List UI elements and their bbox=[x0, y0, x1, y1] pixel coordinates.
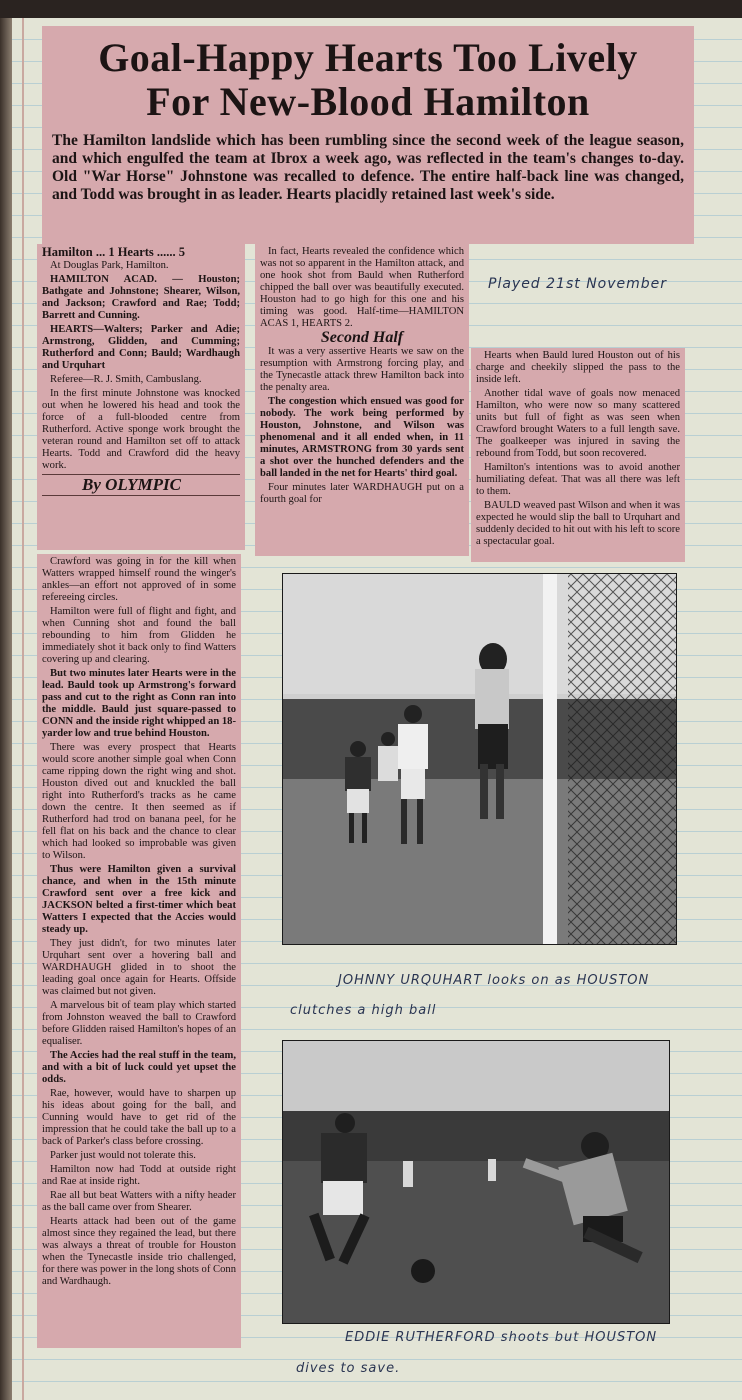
col1b-p9: Parker just would not tolerate this. bbox=[50, 1150, 196, 1161]
col1b-p6: A marvelous bit of team play which started from Johnston weaved the ball to Crawford before Glidden raised Hamilton's hopes of an equaliser. bbox=[42, 1000, 236, 1047]
col2b-p0: It was a very assertive Hearts we saw on the resumption with Armstrong forcing play, and the Tynecastle attack threw Hamilton back into the penalty area. bbox=[260, 346, 464, 393]
column-1-continued bbox=[37, 554, 241, 1348]
col2-p0: In fact, Hearts revealed the confidence which was not so apparent in the Hamilton attack, and one hook shot from Bauld when Rutherford chipped the ball over was beautifully executed. Houston had to go high for this one and his timing was good. Half-time—HAMILTON ACAS 1, HEARTS 2. bbox=[260, 246, 464, 329]
scrapbook-page bbox=[0, 18, 742, 1400]
photo-goalkeeper-catch bbox=[282, 573, 677, 945]
col1b-p7: The Accies had the real stuff in the team, and with a bit of luck could yet upset the odds. bbox=[42, 1050, 236, 1085]
col3-p3: BAULD weaved past Wilson and when it was expected he would slip the ball to Urquhart and suddenly decided to hit out with his left to score a spectacular goal. bbox=[476, 500, 680, 547]
caption-1-line-1: JOHNNY URQUHART looks on as HOUSTON bbox=[338, 973, 650, 988]
book-binding bbox=[0, 18, 12, 1400]
headline-clipping bbox=[42, 26, 694, 244]
margin-rule bbox=[22, 18, 24, 1400]
col1-p4: In the first minute Johnstone was knocked out when he lowered his head and took the force of a full-blooded centre from Rutherford. Active sponge work brought the veteran round and Hamilton set off to attack Hearts. Todd and Crawford did the heavy work. bbox=[42, 388, 240, 471]
col1b-p8: Rae, however, would have to sharpen up his ideas about going for the ball, and Cunning would have to get rid of the impression that he could take the ball up to a back of Parker's class before crossing. bbox=[42, 1088, 236, 1147]
col2b-p2: Four minutes later WARDHAUGH put on a fourth goal for bbox=[260, 482, 464, 505]
col1b-p0: Crawford was going in for the kill when Watters wrapped himself round the winger's ankles—an effort not approved of in some refereeing circles. bbox=[42, 556, 236, 603]
col1-p1: HAMILTON ACAD. — Houston; Bathgate and Johnstone; Shearer, Wilson, and Jackson; Crawford and Rae; Todd; Barrett and Cunning. bbox=[42, 274, 240, 321]
col3-p0: Hearts when Bauld lured Houston out of his charge and cheekily slipped the pass to the inside left. bbox=[476, 350, 680, 385]
caption-2-line-2: dives to save. bbox=[296, 1361, 401, 1376]
col1b-p11: Rae all but beat Watters with a nifty header as the ball came over from Shearer. bbox=[42, 1190, 236, 1213]
col1b-p10: Hamilton now had Todd at outside right and Rae at inside right. bbox=[42, 1164, 236, 1187]
photo-diving-save-image bbox=[283, 1041, 669, 1323]
caption-2-line-1: EDDIE RUTHERFORD shoots but HOUSTON bbox=[345, 1330, 658, 1345]
col1b-p3: There was every prospect that Hearts would score another simple goal when Conn came ripping down the right wing and shot. Houston dived out and knuckled the ball right into Rutherford's tracks as he came down the centre. It then seemed as if Rutherford had trod on banana peel, for he fell flat on his back and the chance to clear which had looked so improbable was given to Wilson. bbox=[42, 742, 236, 861]
photo-goalkeeper-catch-image bbox=[283, 574, 676, 944]
second-half-subhead: Second Half bbox=[320, 329, 404, 346]
col1-p3: Referee—R. J. Smith, Cambuslang. bbox=[50, 374, 202, 385]
column-2 bbox=[255, 244, 469, 556]
headline-line-1: Goal-Happy Hearts Too Lively bbox=[98, 35, 638, 80]
col1b-p5: They just didn't, for two minutes later Urquhart sent over a hovering ball and WARDHAUGH glided in to shoot the leading goal once again for Hearts. Offside was claimed but not given. bbox=[42, 938, 236, 997]
col3-p2: Hamilton's intentions was to avoid another humiliating defeat. That was all there was left to them. bbox=[476, 462, 680, 497]
score-line: Hamilton ... 1 Hearts ...... 5 bbox=[42, 245, 186, 259]
photo-diving-save bbox=[282, 1040, 670, 1324]
col1-p0: At Douglas Park, Hamilton. bbox=[50, 260, 169, 271]
col1b-p1: Hamilton were full of flight and fight, and when Cunning shot and found the ball rebounding to him from Glidden he immediately shot it back only to find Watters covering up and clearing. bbox=[42, 606, 236, 665]
col2b-p1: The congestion which ensued was good for nobody. The work being performed by Houston, Johnstone, and Wilson was phenomenal and it all ended when, in 11 minutes, ARMSTRONG from 30 yards sent a shot over the hunched defenders and the ball landed in the net for Hearts' third goal. bbox=[260, 396, 464, 479]
byline: By OLYMPIC bbox=[42, 474, 240, 496]
col1b-p12: Hearts attack had been out of the game almost since they regained the lead, but there was always a threat of trouble for Houston when the Tynecastle inside trio challenged, for there was power in the long shots of Conn and Wardhaugh. bbox=[42, 1216, 236, 1287]
column-3 bbox=[471, 348, 685, 562]
intro-paragraph: The Hamilton landslide which has been rumbling since the second week of the league season, and which engulfed the team at Ibrox a week ago, was reflected in the team's changes to-day. Old "War Horse" Johnstone was recalled to defence. The entire half-back line was changed, and Todd was brought in as leader. Hearts placidly retained last week's side. bbox=[52, 132, 684, 203]
col1b-p2: But two minutes later Hearts were in the lead. Bauld took up Armstrong's forward pass and cut to the right as Conn ran into the middle. Bauld just square-passed to CONN and the inside right whipped an 18-yarder low and true behind Houston. bbox=[42, 668, 236, 739]
column-1-top bbox=[37, 244, 245, 550]
headline bbox=[42, 36, 694, 124]
handwritten-date: Played 21st November bbox=[488, 276, 668, 292]
caption-1-line-2: clutches a high ball bbox=[290, 1003, 437, 1018]
col1b-p4: Thus were Hamilton given a survival chance, and when in the 15th minute Crawford sent over a free kick and JACKSON belted a first-timer which beat Watters I expected that the Accies would steady up. bbox=[42, 864, 236, 935]
headline-line-2: For New-Blood Hamilton bbox=[146, 79, 590, 124]
col3-p1: Another tidal wave of goals now menaced Hamilton, who were now so many scattered units but full of fight as was seen when Crawford brought Waters to a full length save. The goalkeeper was injured in saving the rebound from Todd, but soon recovered. bbox=[476, 388, 680, 459]
col1-p2: HEARTS—Walters; Parker and Adie; Armstrong, Glidden, and Cumming; Rutherford and Conn; Bauld; Wardhaugh and Urquhart bbox=[42, 324, 240, 371]
